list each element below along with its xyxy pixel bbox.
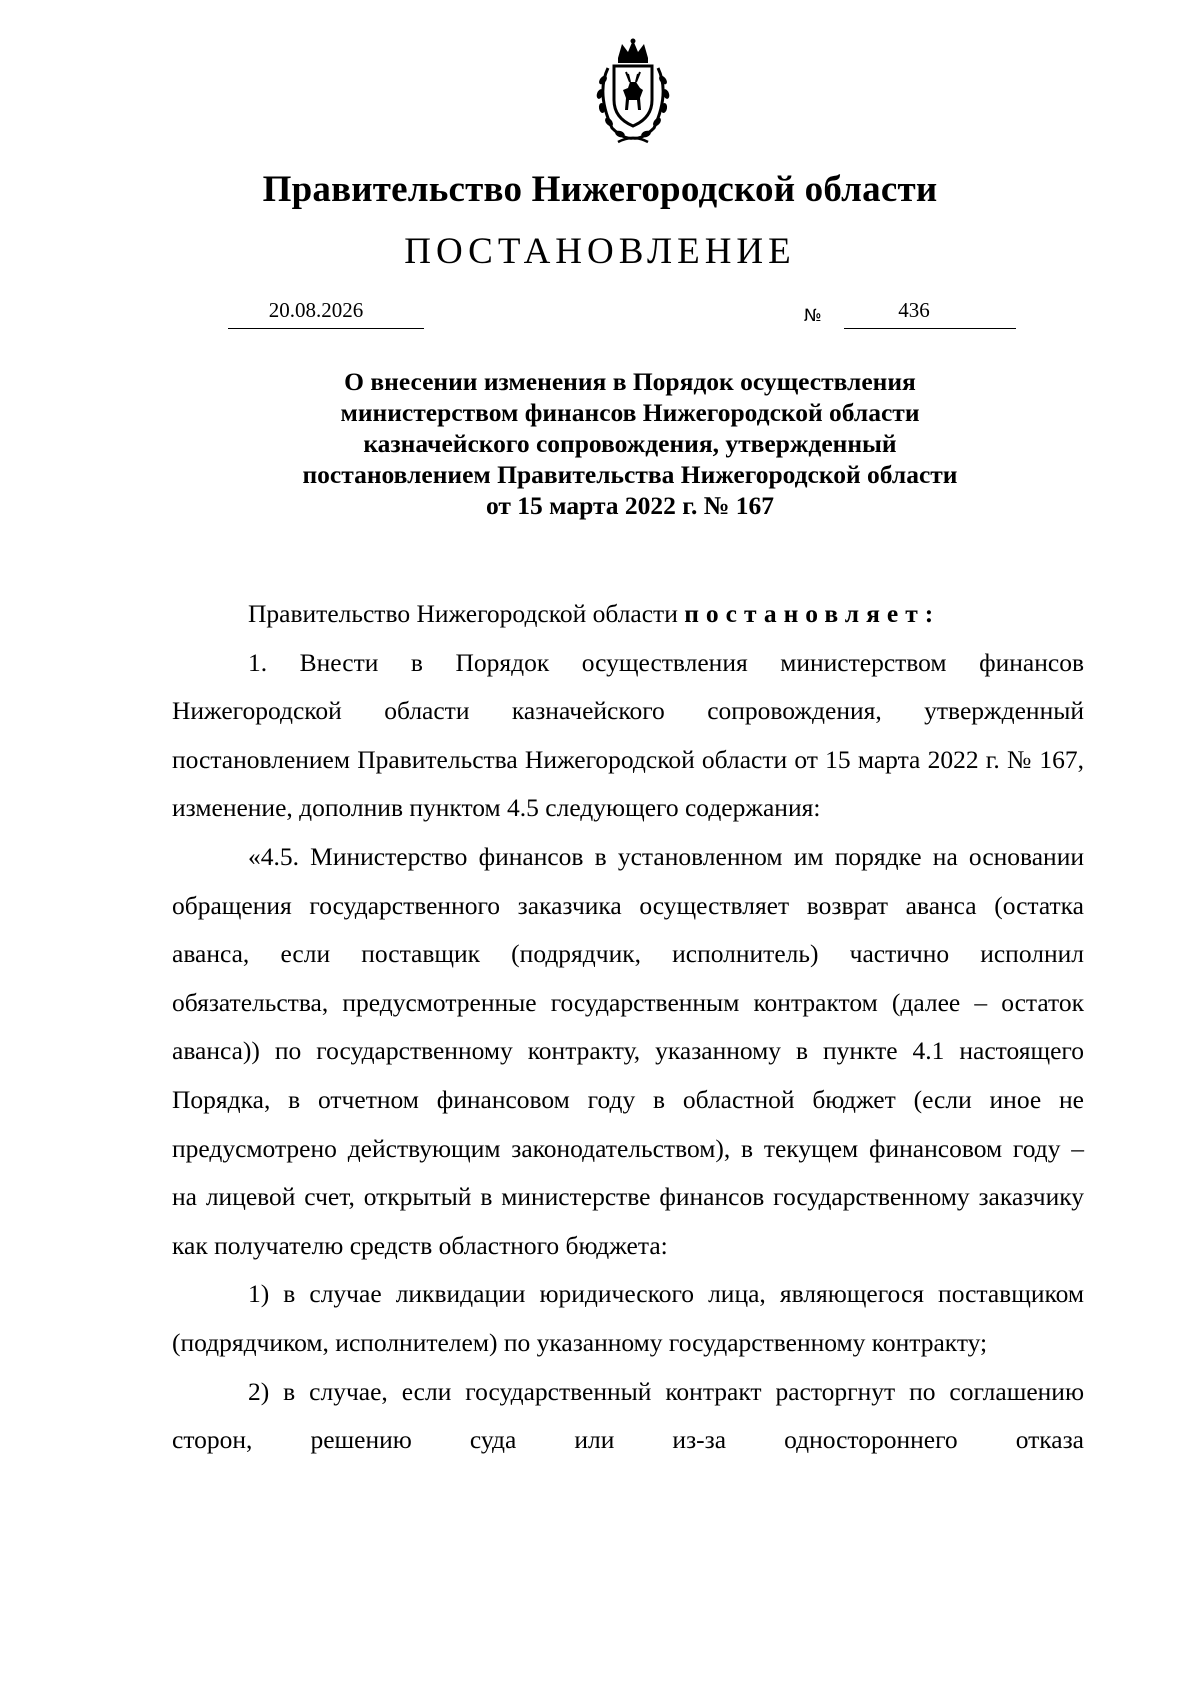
subject-line: министерством финансов Нижегородской области (340, 398, 920, 427)
document-body (172, 590, 1084, 1465)
government-title: Правительство Нижегородской области (262, 169, 938, 210)
subject-line: от 15 марта 2022 г. № 167 (485, 491, 775, 520)
number-field (844, 298, 1016, 329)
paragraph-item-1: 1) в случае ликвидации юридического лица, являющегося поставщиком (подрядчиком, исполнителем) по указанному государственному контракту; (172, 1279, 1084, 1357)
subject-line: казначейского сопровождения, утвержденный (363, 429, 897, 458)
paragraph-item-2: 2) в случае, если государственный контракт расторгнут по соглашению сторон, решению суда или из-за одностороннего отказа (172, 1376, 1084, 1455)
document-subject (180, 366, 1080, 521)
number-sign: № (804, 306, 822, 326)
subject-line: постановлением Правительства Нижегородской области (302, 460, 958, 489)
document-date: 20.08.2026 (268, 298, 364, 322)
intro-keyword: постановляет: (684, 599, 941, 628)
coat-of-arms-icon (578, 38, 688, 148)
intro-paragraph (172, 590, 1084, 639)
date-field (228, 298, 424, 329)
subject-line: О внесении изменения в Порядок осуществления (344, 367, 916, 396)
document-number: 436 (898, 298, 930, 322)
intro-text: Правительство Нижегородской области (248, 599, 685, 628)
paragraph-4-5: «4.5. Министерство финансов в установленном им порядке на основании обращения государственного заказчика осуществляет возврат аванса (остатка аванса, если поставщик (подрядчик, исполнитель) частично исполнил обязательства, предусмотренные государственным контрактом (далее – остаток аванса)) по государственному контракту, указанному в пункте 4.1 настоящего Порядка, в отчетном финансовом году в областной бюджет (если иное не предусмотрено действующим законодательством), в текущем финансовом году – на лицевой счет, открытый в министерстве финансов государственному заказчику как получателю средств областного бюджета: (172, 841, 1084, 1260)
paragraph-1: 1. Внести в Порядок осуществления министерством финансов Нижегородской области казначейского сопровождения, утвержденный постановлением Правительства Нижегородской области от 15 марта 2022 г. № 167, изменение, дополнив пунктом 4.5 следующего содержания: (172, 647, 1084, 823)
document-type: ПОСТАНОВЛЕНИЕ (404, 231, 796, 272)
